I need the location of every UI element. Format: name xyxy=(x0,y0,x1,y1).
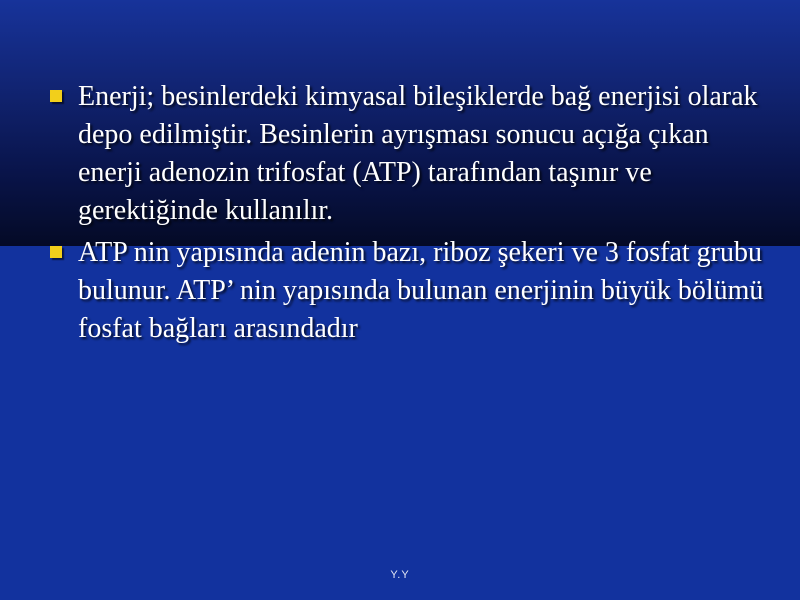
bullet-item-energy xyxy=(44,78,764,230)
slide-footer: Y.Y xyxy=(390,569,410,581)
bullet-item-atp xyxy=(44,234,764,348)
square-bullet-icon xyxy=(50,246,62,258)
square-bullet-icon xyxy=(50,90,62,102)
slide-content xyxy=(44,78,764,352)
bullet-text-energy: Enerji; besinlerdeki kimyasal bileşiklerde bağ enerjisi olarak depo edilmiştir. Besinlerin ayrışması sonucu açığa çıkan enerji adenozin trifosfat (ATP) tarafından taşınır ve gerektiğinde kullanılır. xyxy=(78,81,758,226)
bullet-text-atp: ATP nin yapısında adenin bazı, riboz şekeri ve 3 fosfat grubu bulunur. ATP’ nin yapısında bulunan enerjinin büyük bölümü fosfat bağları arasındadır xyxy=(78,237,764,344)
